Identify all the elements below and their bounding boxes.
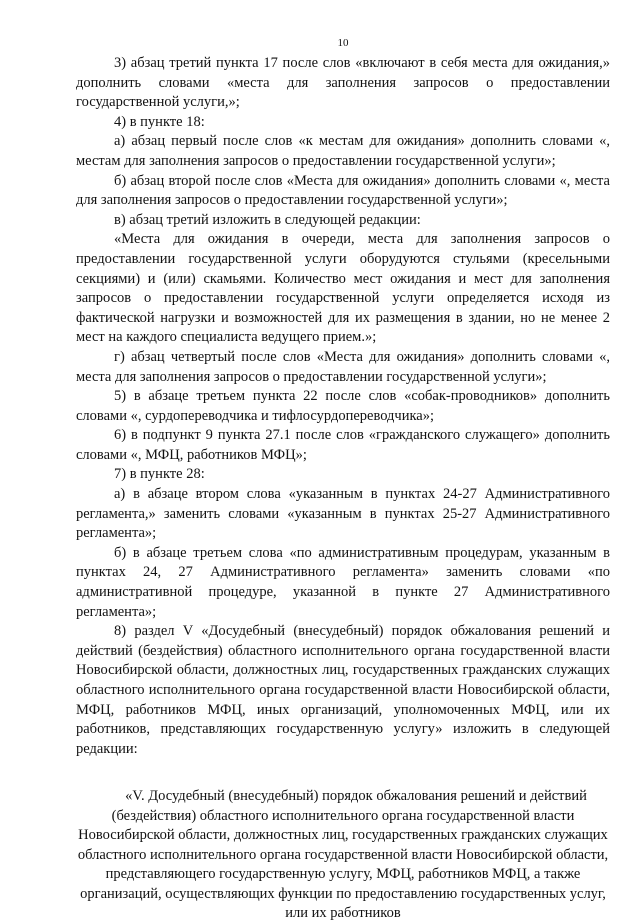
paragraph-7a: а) в абзаце втором слова «указанным в пунктах 24-27 Административного регламента,» заменить словами «указанным в пунктах 25-27 Административного регламента»; bbox=[76, 486, 610, 542]
paragraph-4g: г) абзац четвертый после слов «Места для ожидания» дополнить словами «, места для заполнения запросов о предоставлении государственной услуги»; bbox=[76, 348, 610, 385]
paragraph-4v-text: «Места для ожидания в очереди, места для заполнения запросов о предоставлении государственной услуги оборудуются стульями (кресельными секциями) и (или) скамьями. Количество мест ожидания и мест для заполнения запросов о предоставлении государственной услуги определяется исходя из фактической нагрузки и возможностей для их размещения в здании, но не менее 2 мест на каждого специалиста ведущего прием.»; bbox=[76, 231, 610, 346]
section-v-heading: «V. Досудебный (внесудебный) порядок обжалования решений и действий (бездействия) областного исполнительного органа государственной власти Новосибирской области, должностных лиц, государственных гражданских служащих областного исполнительного органа государственной власти Новосибирской области, представляющего государственную услугу, МФЦ, работников МФЦ, а также организаций, осуществляющих функции по предоставлению государственных услуг, или их работников bbox=[77, 788, 609, 922]
paragraph-item-6: 6) в подпункт 9 пункта 27.1 после слов «гражданского служащего» дополнить словами «, МФЦ, работников МФЦ»; bbox=[76, 427, 610, 463]
paragraph-item-7: 7) в пункте 28: bbox=[114, 466, 205, 483]
paragraph-item-5: 5) в абзаце третьем пункта 22 после слов «собак-проводников» дополнить словами «, сурдопереводчика и тифлосурдопереводчика»; bbox=[76, 388, 610, 424]
paragraph-4b: б) абзац второй после слов «Места для ожидания» дополнить словами «, места для заполнения запросов о предоставлении государственной услуги»; bbox=[76, 172, 610, 209]
paragraph-item-8: 8) раздел V «Досудебный (внесудебный) порядок обжалования решений и действий (бездействия) областного исполнительного органа государственной власти Новосибирской области, должностных лиц, государственных гражданских служащих областного исполнительного органа государственной власти Новосибирской области, МФЦ, работников МФЦ, иных организаций, уполномоченных МФЦ, или их работников, представляющих государственную услугу» изложить в следующей редакции: bbox=[76, 623, 610, 757]
paragraph-7b: б) в абзаце третьем слова «по административным процедурам, указанным в пунктах 24, 27 Административного регламента» заменить словами «по административной процедуре, указанной в пункте 27 Административного регламента»; bbox=[76, 544, 610, 620]
paragraph-item-4: 4) в пункте 18: bbox=[114, 113, 205, 130]
paragraph-4a: а) абзац первый после слов «к местам для ожидания» дополнить словами «, местам для заполнения запросов о предоставлении государственной услуги»; bbox=[76, 133, 610, 169]
paragraph-item-3: 3) абзац третий пункта 17 после слов «включают в себя места для ожидания,» дополнить словами «места для заполнения запросов о предоставлении государственной услуги,»; bbox=[76, 55, 610, 111]
paragraph-4v: в) абзац третий изложить в следующей редакции: bbox=[114, 211, 421, 228]
page-number: 10 bbox=[337, 37, 349, 49]
